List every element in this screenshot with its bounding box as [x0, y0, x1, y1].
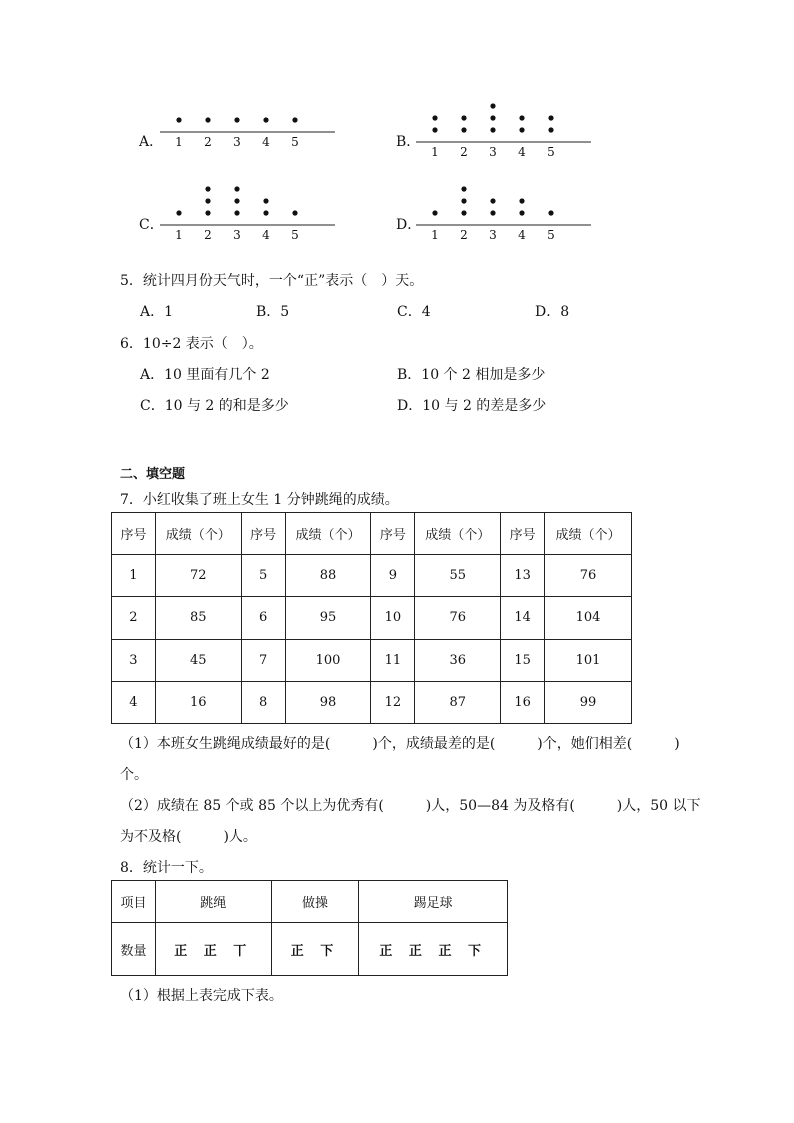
- data-dot: [292, 117, 297, 122]
- data-dot: [490, 198, 495, 203]
- q7-sub2-line1: （2）成绩在 85 个或 85 个以上为优秀有( )人，50—84 为及格有( )人，50 以下: [120, 798, 701, 814]
- option-a-letter: A．: [139, 134, 164, 150]
- option-b-letter: B．: [396, 134, 421, 150]
- q8-sub1: （1）根据上表完成下表。: [120, 988, 283, 1004]
- q7-sub1-line1: （1）本班女生跳绳成绩最好的是( )个，成绩最差的是( )个，她们相差( ): [120, 736, 680, 752]
- table-cell: 55: [415, 555, 501, 597]
- data-dot: [548, 115, 553, 120]
- data-dot: [432, 115, 437, 120]
- question-8-stem: 8．统计一下。: [120, 860, 213, 876]
- q7-sub1-line2: 个。: [120, 767, 148, 783]
- header-cell: 序号: [371, 513, 415, 555]
- header-cell: 序号: [501, 513, 545, 555]
- tick-label: 3: [233, 135, 241, 149]
- header-cell: 成绩（个）: [285, 513, 371, 555]
- header-cell: 跳绳: [155, 881, 271, 923]
- dot-plot-option-b: [416, 100, 586, 162]
- table-cell: 95: [285, 597, 371, 639]
- data-dot: [205, 210, 210, 215]
- data-dot: [519, 198, 524, 203]
- tick-label: 4: [262, 135, 270, 149]
- data-dot: [490, 210, 495, 215]
- question-5-stem: 5．统计四月份天气时，一个“正”表示（ ）天。: [120, 273, 424, 289]
- table-cell: 5: [241, 555, 285, 597]
- table-cell: 101: [545, 639, 632, 681]
- data-dot: [490, 127, 495, 132]
- tick-label: 2: [204, 228, 212, 242]
- table-cell: 16: [501, 681, 545, 723]
- q5-option-c[interactable]: C．4: [397, 304, 431, 320]
- data-dot: [461, 198, 466, 203]
- data-dot: [234, 186, 239, 191]
- table-cell: 76: [415, 597, 501, 639]
- data-dot: [176, 117, 181, 122]
- table-cell: 12: [371, 681, 415, 723]
- data-dot: [205, 198, 210, 203]
- dot-plot-option-a: [160, 100, 330, 152]
- data-dot: [292, 210, 297, 215]
- data-dot: [234, 198, 239, 203]
- table-cell: 45: [155, 639, 241, 681]
- table-cell: 76: [545, 555, 632, 597]
- tick-label: 1: [175, 228, 183, 242]
- jump-rope-score-table: [111, 512, 632, 724]
- data-dot: [234, 117, 239, 122]
- table-cell: 87: [415, 681, 501, 723]
- tick-label: 3: [489, 228, 497, 242]
- q5-option-a[interactable]: A．1: [140, 304, 174, 320]
- table-cell: 104: [545, 597, 632, 639]
- tick-label: 5: [547, 228, 555, 242]
- table-cell: 100: [285, 639, 371, 681]
- header-cell: 项目: [112, 881, 156, 923]
- tick-label: 3: [233, 228, 241, 242]
- data-dot: [548, 210, 553, 215]
- tick-label: 4: [518, 145, 526, 159]
- tick-label: 2: [204, 135, 212, 149]
- data-dot: [461, 127, 466, 132]
- q5-option-d[interactable]: D．8: [535, 304, 570, 320]
- table-cell: 3: [112, 639, 156, 681]
- data-dot: [432, 127, 437, 132]
- data-dot: [519, 210, 524, 215]
- tick-label: 2: [460, 145, 468, 159]
- tally-exercise: 正 下: [271, 923, 359, 976]
- q6-option-a[interactable]: A．10 里面有几个 2: [140, 367, 270, 383]
- q6-option-d[interactable]: D．10 与 2 的差是多少: [397, 398, 547, 414]
- data-dot: [205, 117, 210, 122]
- table-row: [112, 555, 632, 597]
- header-cell: 成绩（个）: [415, 513, 501, 555]
- data-dot: [461, 210, 466, 215]
- tick-label: 5: [547, 145, 555, 159]
- data-dot: [205, 186, 210, 191]
- tick-label: 1: [431, 145, 439, 159]
- table-cell: 14: [501, 597, 545, 639]
- table-cell: 88: [285, 555, 371, 597]
- data-dot: [263, 210, 268, 215]
- table-cell: 6: [241, 597, 285, 639]
- data-dot: [490, 115, 495, 120]
- data-dot: [263, 198, 268, 203]
- tick-label: 1: [175, 135, 183, 149]
- data-dot: [234, 210, 239, 215]
- table-cell: 9: [371, 555, 415, 597]
- table-cell: 8: [241, 681, 285, 723]
- table-cell: 15: [501, 639, 545, 681]
- header-cell: 做操: [271, 881, 359, 923]
- table-header-row: [112, 513, 632, 555]
- table-cell: 10: [371, 597, 415, 639]
- table-row: [112, 597, 632, 639]
- header-cell: 成绩（个）: [545, 513, 632, 555]
- table-cell: 7: [241, 639, 285, 681]
- table-cell: 36: [415, 639, 501, 681]
- header-cell: 序号: [241, 513, 285, 555]
- table-cell: 11: [371, 639, 415, 681]
- table-cell: 98: [285, 681, 371, 723]
- tick-label: 4: [262, 228, 270, 242]
- q7-sub2-line2: 为不及格( )人。: [120, 829, 257, 845]
- tally-header-row: [112, 881, 508, 923]
- data-dot: [432, 210, 437, 215]
- q6-option-b[interactable]: B．10 个 2 相加是多少: [397, 367, 546, 383]
- data-dot: [461, 186, 466, 191]
- data-dot: [490, 103, 495, 108]
- table-row: [112, 639, 632, 681]
- header-cell: 成绩（个）: [155, 513, 241, 555]
- table-cell: 1: [112, 555, 156, 597]
- q5-option-b[interactable]: B．5: [256, 304, 290, 320]
- data-dot: [519, 115, 524, 120]
- dot-plot-option-c: [160, 180, 330, 245]
- section-2-title: 二、填空题: [120, 467, 186, 482]
- tick-label: 5: [291, 228, 299, 242]
- question-6-stem: 6．10÷2 表示（ ）。: [120, 336, 263, 352]
- q6-option-c[interactable]: C．10 与 2 的和是多少: [140, 398, 289, 414]
- tally-football: 正 正 正 下: [359, 923, 508, 976]
- option-c-letter: C．: [139, 217, 164, 233]
- tick-label: 1: [431, 228, 439, 242]
- table-cell: 16: [155, 681, 241, 723]
- data-dot: [519, 127, 524, 132]
- option-d-letter: D．: [396, 217, 422, 233]
- table-cell: 85: [155, 597, 241, 639]
- tick-label: 4: [518, 228, 526, 242]
- dot-plot-option-d: [416, 180, 586, 245]
- data-dot: [548, 127, 553, 132]
- data-dot: [263, 117, 268, 122]
- tally-jump-rope: 正 正 丅: [155, 923, 271, 976]
- table-cell: 4: [112, 681, 156, 723]
- header-cell: 踢足球: [359, 881, 508, 923]
- row-label: 数量: [112, 923, 156, 976]
- header-cell: 序号: [112, 513, 156, 555]
- tick-label: 3: [489, 145, 497, 159]
- tick-label: 2: [460, 228, 468, 242]
- table-cell: 72: [155, 555, 241, 597]
- tick-label: 5: [291, 135, 299, 149]
- table-cell: 2: [112, 597, 156, 639]
- table-row: [112, 681, 632, 723]
- data-dot: [461, 115, 466, 120]
- table-cell: 99: [545, 681, 632, 723]
- activity-tally-table: [111, 880, 508, 976]
- table-cell: 13: [501, 555, 545, 597]
- data-dot: [176, 210, 181, 215]
- question-7-stem: 7．小红收集了班上女生 1 分钟跳绳的成绩。: [120, 492, 399, 508]
- tally-row: [112, 923, 508, 976]
